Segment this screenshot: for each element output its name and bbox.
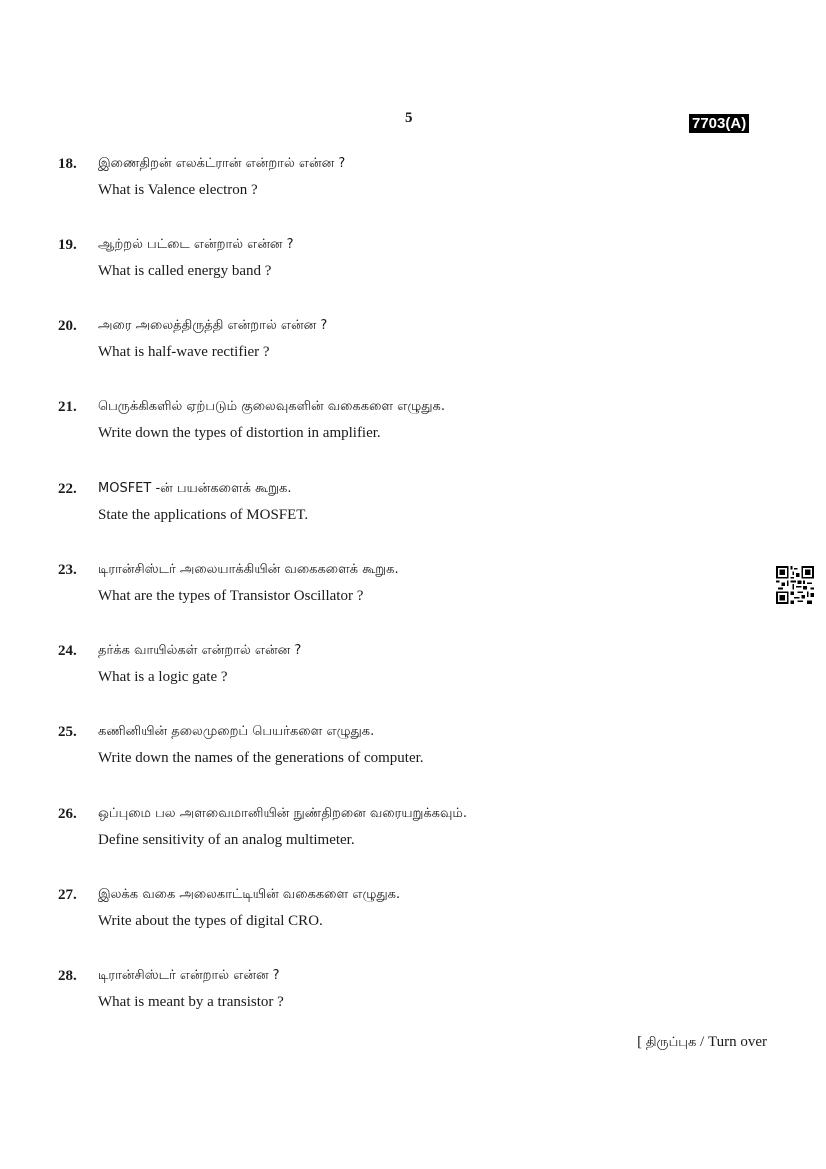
page-number: 5 bbox=[405, 110, 413, 126]
paper-code-badge: 7703(A) bbox=[689, 114, 749, 133]
question-english: State the applications of MOSFET. bbox=[98, 507, 309, 523]
question-english: What is meant by a transistor ? bbox=[98, 994, 284, 1010]
question-tamil: தர்க்க வாயில்கள் என்றால் என்ன ? bbox=[98, 643, 302, 658]
question-tamil: ஆற்றல் பட்டை என்றால் என்ன ? bbox=[98, 237, 294, 252]
question-tamil: டிரான்சிஸ்டர் என்றால் என்ன ? bbox=[98, 968, 280, 983]
question-number: 19. bbox=[58, 237, 77, 253]
question-tamil: டிரான்சிஸ்டர் அலையாக்கியின் வகைகளைக் கூறுக. bbox=[98, 562, 399, 577]
question-number: 28. bbox=[58, 968, 77, 984]
question-number: 22. bbox=[58, 481, 77, 497]
footer-tamil: திருப்புக bbox=[645, 1035, 697, 1050]
question-tamil: இணைதிறன் எலக்ட்ரான் என்றால் என்ன ? bbox=[98, 156, 346, 171]
question-tamil: கணினியின் தலைமுறைப் பெயர்களை எழுதுக. bbox=[98, 724, 375, 739]
question-english: What is a logic gate ? bbox=[98, 669, 228, 685]
question-number: 21. bbox=[58, 399, 77, 415]
question-english: What is called energy band ? bbox=[98, 263, 272, 279]
qr-code-icon bbox=[775, 566, 815, 604]
turn-over-note bbox=[600, 1034, 767, 1051]
question-tamil: ஒப்புமை பல அளவைமானியின் நுண்திறனை வரையறுக்கவும். bbox=[98, 806, 467, 821]
question-english: What is Valence electron ? bbox=[98, 182, 258, 198]
question-number: 24. bbox=[58, 643, 77, 659]
question-number: 25. bbox=[58, 724, 77, 740]
question-english: Define sensitivity of an analog multimeter. bbox=[98, 832, 355, 848]
question-tamil: இலக்க வகை அலைகாட்டியின் வகைகளை எழுதுக. bbox=[98, 887, 401, 902]
question-number: 23. bbox=[58, 562, 77, 578]
question-english: What are the types of Transistor Oscillator ? bbox=[98, 588, 364, 604]
footer-bracket: [ bbox=[637, 1034, 643, 1050]
question-number: 18. bbox=[58, 156, 77, 172]
question-number: 27. bbox=[58, 887, 77, 903]
question-english: Write down the names of the generations of computer. bbox=[98, 750, 424, 766]
question-number: 20. bbox=[58, 318, 77, 334]
question-number: 26. bbox=[58, 806, 77, 822]
footer-separator: / bbox=[700, 1034, 705, 1050]
question-english: What is half-wave rectifier ? bbox=[98, 344, 270, 360]
question-tamil: பெருக்கிகளில் ஏற்படும் குலைவுகளின் வகைகளை எழுதுக. bbox=[98, 399, 445, 414]
question-tamil: MOSFET -ன் பயன்களைக் கூறுக. bbox=[98, 481, 292, 496]
footer-english: Turn over bbox=[707, 1034, 767, 1050]
question-tamil: அரை அலைத்திருத்தி என்றால் என்ன ? bbox=[98, 318, 328, 333]
question-english: Write down the types of distortion in amplifier. bbox=[98, 425, 381, 441]
question-english: Write about the types of digital CRO. bbox=[98, 913, 323, 929]
